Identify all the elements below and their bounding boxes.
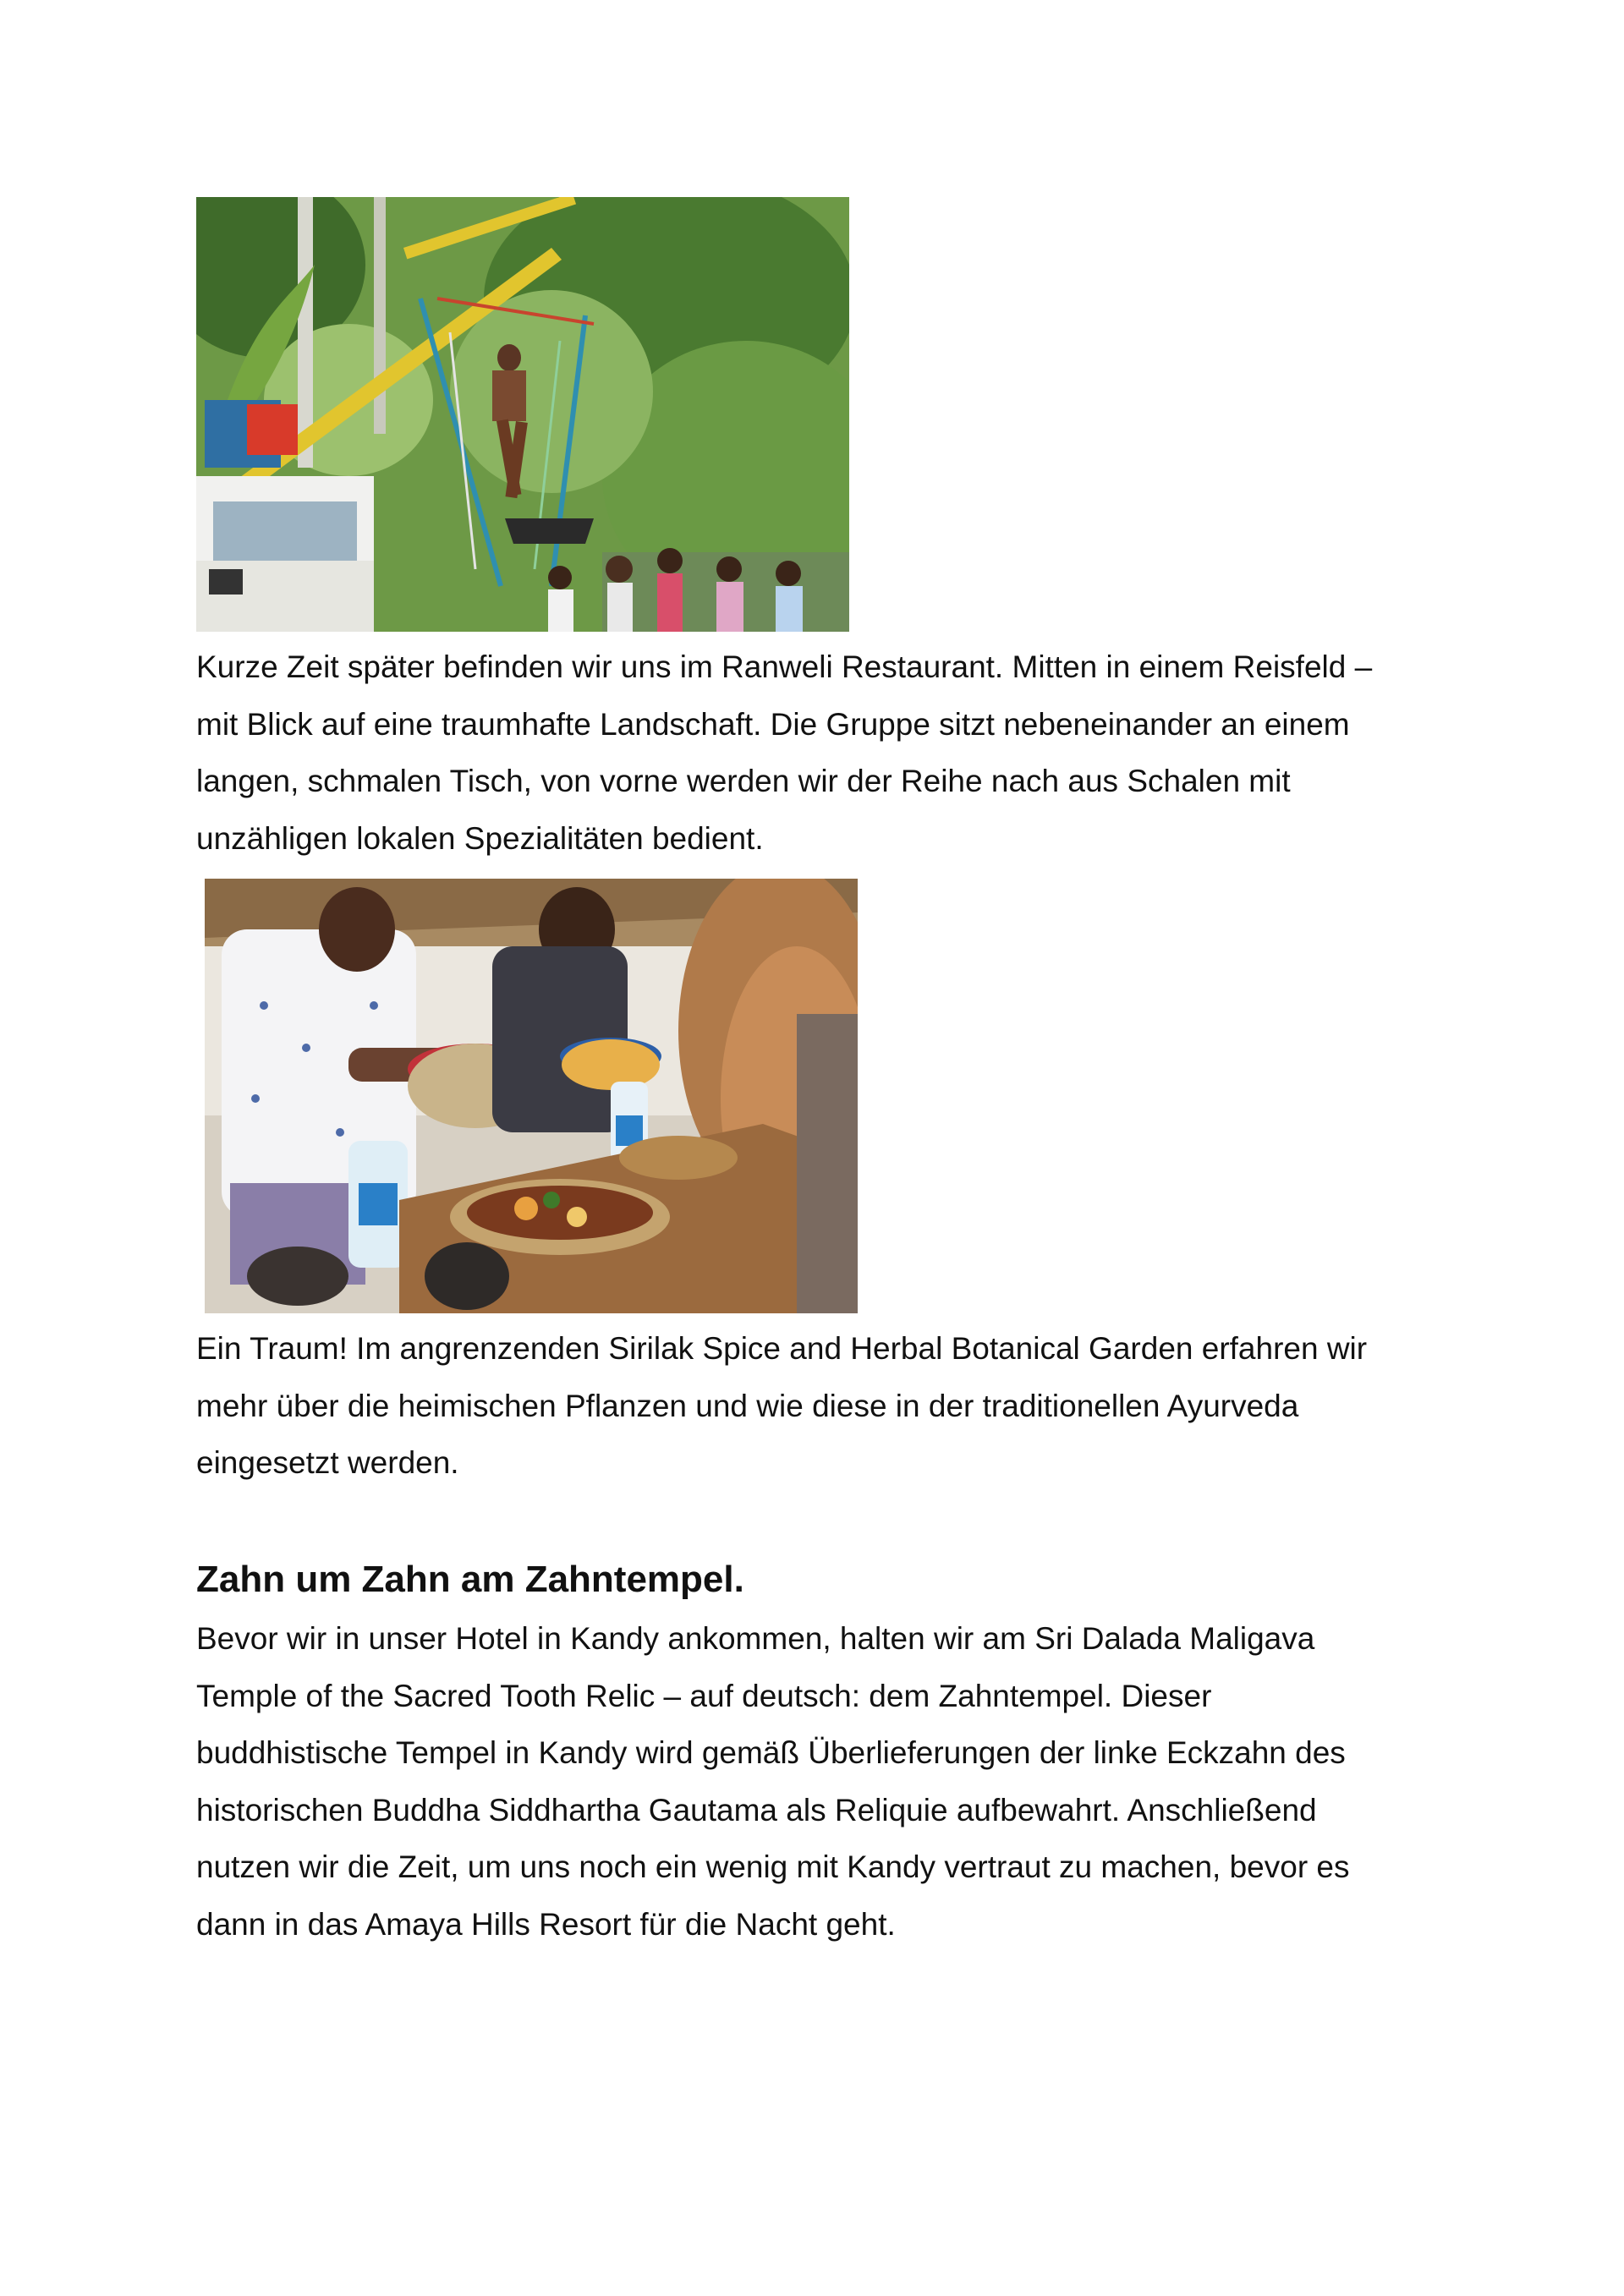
- food-serving-photo: [205, 879, 858, 1313]
- text-line: buddhistische Tempel in Kandy wird gemäß Überlieferungen der linke Eckzahn des: [196, 1735, 1346, 1770]
- text-line: Temple of the Sacred Tooth Relic – auf deutsch: dem Zahntempel. Dieser: [196, 1678, 1212, 1713]
- paragraph-restaurant: [196, 638, 1482, 867]
- text-line: nutzen wir die Zeit, um uns noch ein wenig mit Kandy vertraut zu machen, bevor es: [196, 1849, 1350, 1884]
- text-line: Bevor wir in unser Hotel in Kandy ankommen, halten wir am Sri Dalada Maligava: [196, 1621, 1315, 1656]
- text-line: dann in das Amaya Hills Resort für die Nacht geht.: [196, 1906, 896, 1942]
- text-line: Kurze Zeit später befinden wir uns im Ranweli Restaurant. Mitten in einem Reisfeld –: [196, 649, 1373, 684]
- text-line: historischen Buddha Siddhartha Gautama als Reliquie aufbewahrt. Anschließend: [196, 1792, 1317, 1827]
- text-line: eingesetzt werden.: [196, 1445, 459, 1480]
- text-line: mehr über die heimischen Pflanzen und wie diese in der traditionellen Ayurveda: [196, 1388, 1299, 1423]
- section-heading: Zahn um Zahn am Zahntempel.: [196, 1559, 744, 1600]
- paragraph-temple: [196, 1610, 1482, 1953]
- text-line: mit Blick auf eine traumhafte Landschaft. Die Gruppe sitzt nebeneinander an einem: [196, 706, 1350, 742]
- text-line: unzähligen lokalen Spezialitäten bedient.: [196, 820, 764, 856]
- text-line: langen, schmalen Tisch, von vorne werden wir der Reihe nach aus Schalen mit: [196, 764, 1291, 798]
- text-line: Ein Traum! Im angrenzenden Sirilak Spice and Herbal Botanical Garden erfahren wir: [196, 1331, 1368, 1366]
- festival-swing-photo: [196, 197, 849, 632]
- paragraph-garden: [196, 1320, 1482, 1492]
